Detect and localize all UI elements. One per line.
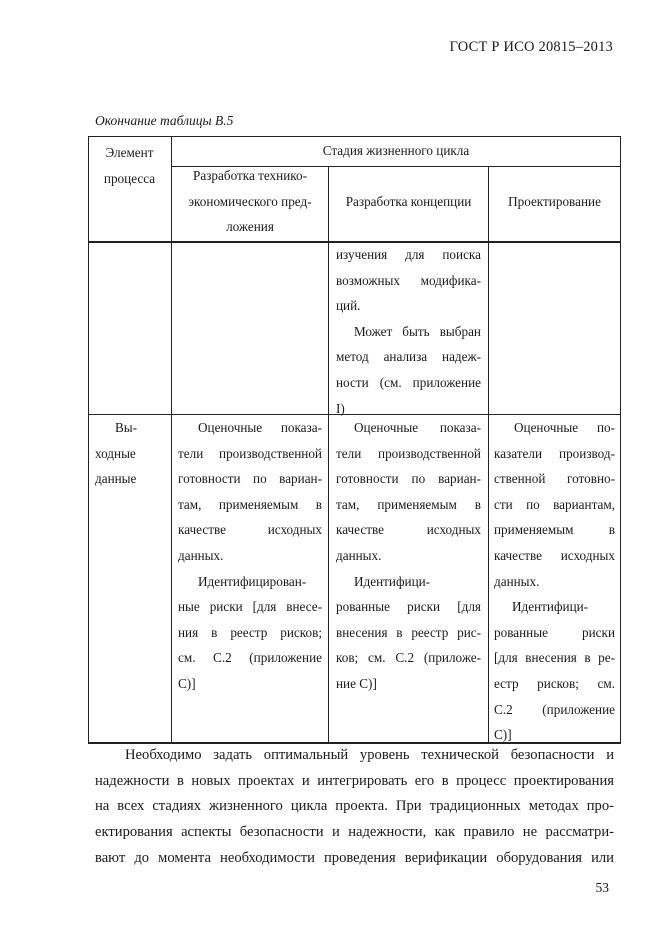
col-divider-3 [488, 166, 489, 743]
col-divider-2 [328, 166, 329, 743]
lifecycle-table [88, 136, 621, 743]
body-line: надежности в новых проектах и интегрировать его в процесс проектирования [95, 772, 614, 789]
table-border-top [88, 136, 621, 137]
header-design: Проектирование [508, 194, 601, 209]
table-border-right [620, 136, 621, 743]
body-line: ектирования аспекты безопасности и надежности, как правило не рассматри- [95, 824, 614, 841]
body-paragraph [95, 743, 614, 872]
row2-design-text: Оценочные по- казатели производ- ственной готовно- сти по вариантам, применяемым в качестве исходных данных. Идентифици- рованные риски [для внесения в ре- естр рисков; см. С.2 (приложение С)] [494, 420, 615, 743]
header-concept: Разработка концепции [345, 194, 472, 209]
row1-concept-text: изучения для поиска возможных модифика- ций. Может быть выбран метод анализа надеж- ности (см. приложение I) [336, 247, 481, 416]
table-border-left [88, 136, 89, 743]
table-caption: Окончание таблицы В.5 [95, 113, 234, 128]
document-header: ГОСТ Р ИСО 20815–2013 [449, 39, 613, 55]
row2-feasibility-text: Оценочные показа- тели производственной готовности по вариан- там, применяемым в качестве исходных данных. Идентифицирован- ные риски [для внесе- ния в реестр рисков; см. С.2 (приложение С)] [178, 420, 322, 691]
row2-element: Вы- ходные данные [95, 420, 138, 487]
body-line: Необходимо задать оптимальный уровень технической безопасности и [125, 747, 614, 763]
page-number: 53 [595, 880, 609, 895]
header-feasibility: Разработка технико- экономического пред- ложения [188, 168, 312, 235]
body-line: вают до момента необходимости проведения верификации оборудования или [95, 849, 614, 866]
header-lifecycle-stage: Стадия жизненного цикла [322, 143, 470, 158]
header-element-process: Элемент процесса [103, 145, 156, 186]
body-line: на всех стадиях жизненного цикла проекта. При традиционных методах про- [95, 798, 614, 815]
row2-concept-text: Оценочные показа- тели производственной готовности по вариан- там, применяемым в качестве исходных данных. Идентифици- рованные риски [для внесения в реестр рис- ков; см. С.2 (приложе- ние С)] [336, 420, 481, 691]
